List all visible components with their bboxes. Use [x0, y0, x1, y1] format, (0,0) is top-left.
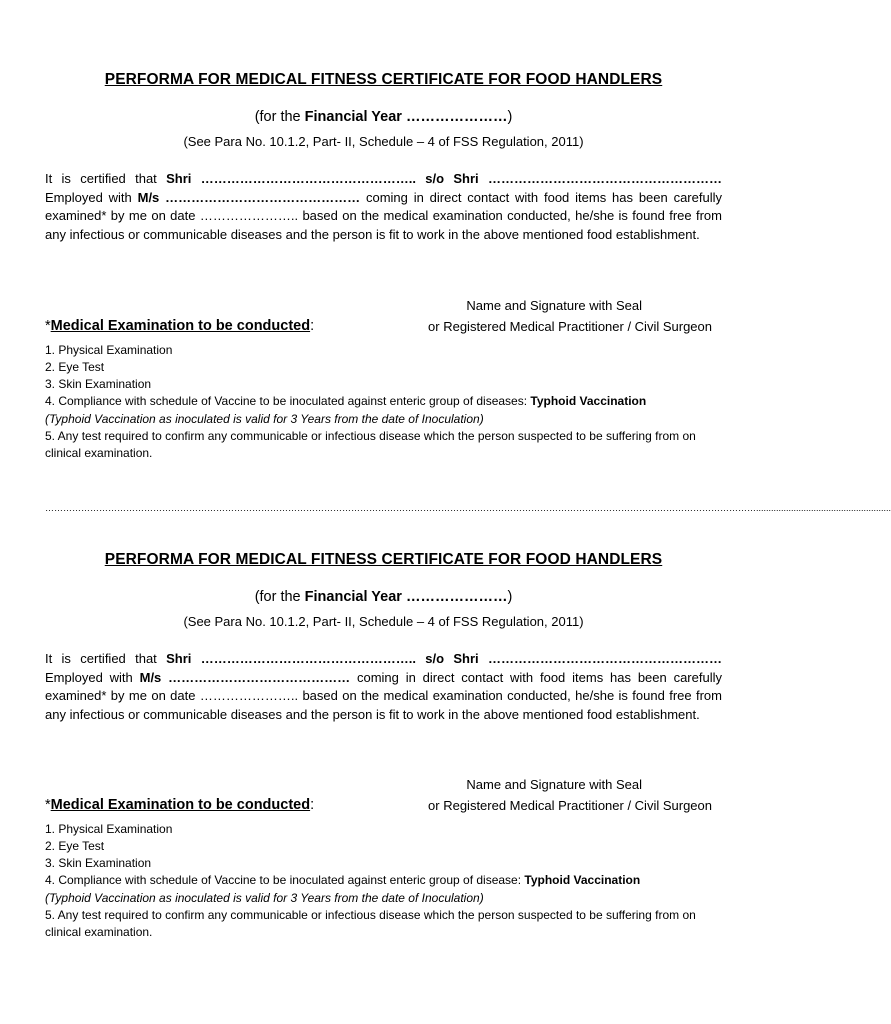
exam-asterisk: * [45, 317, 51, 334]
certificate-title: PERFORMA FOR MEDICAL FITNESS CERTIFICATE FOR FOOD HANDLERS [104, 71, 663, 88]
exam-list [45, 821, 722, 941]
signature-label: Name and Signature with Seal [466, 297, 642, 313]
regulation-reference: (See Para No. 10.1.2, Part- II, Schedule – 4 of FSS Regulation, 2011) [183, 614, 584, 629]
exam-asterisk: * [45, 796, 51, 813]
vaccine-text: 4. Compliance with schedule of Vaccine to be inoculated against enteric group of diseases: [45, 394, 531, 409]
vaccine-text: 4. Compliance with schedule of Vaccine to be inoculated against enteric group of disease: [45, 873, 525, 888]
exam-list [45, 342, 722, 462]
body-text-1: It is certified that [45, 651, 167, 666]
list-item: 1. Physical Examination [45, 821, 173, 836]
shri-field: Shri ………………………………………….. s/o Shri ……………………………………………… [166, 651, 722, 666]
certificate-title: PERFORMA FOR MEDICAL FITNESS CERTIFICATE FOR FOOD HANDLERS [104, 551, 663, 568]
exam-heading-text: Medical Examination to be conducted [50, 796, 311, 813]
vaccine-note: (Typhoid Vaccination as inoculated is valid for 3 Years from the date of Inoculation) [45, 411, 484, 426]
shri-field: Shri ………………………………………….. s/o Shri ……………………………………………… [166, 171, 722, 186]
fy-label: Financial Year ………………… [304, 589, 508, 605]
exam-heading [45, 317, 314, 335]
list-item [45, 393, 722, 410]
exam-colon: : [310, 317, 315, 334]
regulation-reference: (See Para No. 10.1.2, Part- II, Schedule – 4 of FSS Regulation, 2011) [183, 134, 584, 149]
cut-separator: …………………………………………………………………………………………………………………………………………………………………………………………………………………...................................................... [45, 503, 891, 513]
financial-year-line [45, 108, 722, 126]
practitioner-label: or Registered Medical Practitioner / Civil Surgeon [428, 797, 712, 813]
certification-text [45, 650, 722, 725]
list-item: 2. Eye Test [45, 839, 105, 854]
list-item: 5. Any test required to confirm any communicable or infectious disease which the person suspected to be suffering from on clinical examination. [45, 428, 696, 461]
signature-row [45, 776, 722, 818]
exam-heading [45, 796, 314, 814]
ms-field: M/s ……………………………………… [137, 189, 361, 205]
financial-year-line [45, 588, 722, 606]
signature-label: Name and Signature with Seal [466, 776, 642, 792]
list-item: 3. Skin Examination [45, 377, 152, 392]
fy-suffix: ) [507, 109, 513, 125]
ms-field: M/s …………………………………… [139, 669, 351, 685]
certificate-2 [45, 550, 722, 941]
list-item: 5. Any test required to confirm any communicable or infectious disease which the person suspected to be suffering from on clinical examination. [45, 907, 696, 940]
exam-heading-text: Medical Examination to be conducted [50, 317, 311, 334]
certification-text [45, 170, 722, 245]
typhoid-vaccination: Typhoid Vaccination [530, 394, 647, 409]
body-text-2: Employed with [45, 189, 138, 205]
body-text-1: It is certified that [45, 171, 167, 186]
list-item [45, 872, 722, 889]
exam-colon: : [310, 796, 315, 813]
list-item: 3. Skin Examination [45, 856, 152, 871]
signature-row [45, 297, 722, 339]
fy-label: Financial Year ………………… [304, 109, 508, 125]
list-item: 1. Physical Examination [45, 342, 173, 357]
fy-prefix: (for the [254, 589, 305, 605]
body-text-3: coming in direct contact with food items has been carefully examined* by me on date ………………….. based on the medical examination conducted, he/she is found free from any infectious or communicable diseases and the person is fit to work in the above mentioned food establishment. [45, 189, 722, 243]
practitioner-label: or Registered Medical Practitioner / Civil Surgeon [428, 318, 712, 334]
fy-suffix: ) [507, 589, 513, 605]
certificate-1 [45, 70, 722, 462]
body-text-3: coming in direct contact with food items has been carefully examined* by me on date ………………….. based on the medical examination conducted, he/she is found free from any infectious or communicable diseases and the person is fit to work in the above mentioned food establishment. [45, 669, 722, 723]
vaccine-note: (Typhoid Vaccination as inoculated is valid for 3 Years from the date of Inoculation) [45, 890, 484, 905]
fy-prefix: (for the [254, 109, 305, 125]
typhoid-vaccination: Typhoid Vaccination [524, 873, 641, 888]
body-text-2: Employed with [45, 669, 140, 685]
list-item: 2. Eye Test [45, 360, 105, 375]
